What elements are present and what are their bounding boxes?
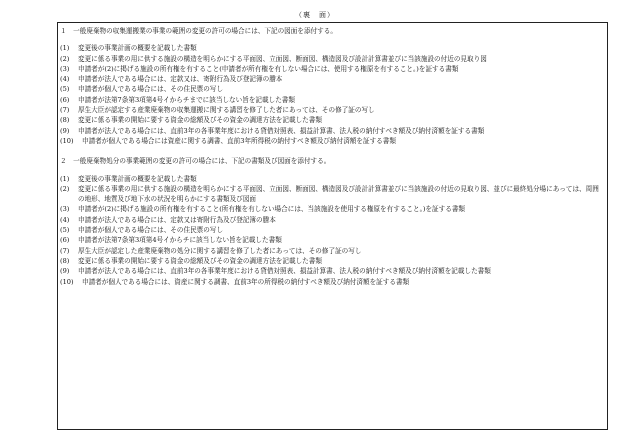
item-text: 申請者が法人である場合には、定款又は寄附行為及び登記簿の謄本 [78,215,276,224]
item-text: 変更後の事業計画の概要を記載した書類 [78,174,197,183]
list-item [60,43,605,53]
item-number: (4) [60,215,70,224]
list-item [60,54,605,64]
item-number: (1) [60,174,70,183]
item-number: (4) [60,75,70,84]
item-number: (6) [60,95,70,104]
item-text: 申請者が法人である場合には、直前3年の各事業年度における貸借対照表、損益計算書、法人税の納付すべき額及び納付済額を証する書類 [78,126,485,135]
item-number: (2) [60,54,70,63]
section-2-list [60,174,605,287]
list-item [60,225,605,235]
item-number: (7) [60,106,70,115]
item-text: 申請者が法第7条第3項第4号イからチに該当しない旨を記載した書類 [78,236,282,245]
item-number: (7) [60,246,70,255]
list-item [60,246,605,256]
item-text: 変更に係る事業の用に供する施設の構造を明らかにする平面図、立面図、断面図、構造図及び設計計算書並びに当該施設の付近の見取り図 [78,54,487,63]
item-text: 変更に係る事業の開始に要する資金の総額及びその資金の調達方法を記載した書類 [78,116,322,125]
item-text: 申請者が個人である場合には資産に関する調書、直前3年所得税の納付すべき額及び納付済額を証する書類 [82,136,396,145]
section-1-title: １ 一般廃棄物の収集運搬業の事業の範囲の変更の許可の場合には、下記の図面を添付する。 [60,27,337,35]
item-number: (9) [60,126,70,135]
list-item [60,105,605,115]
list-item [60,115,605,125]
item-number: (8) [60,116,70,125]
item-number: (3) [60,64,70,73]
list-item [60,95,605,105]
list-item [60,174,605,184]
list-item [60,235,605,245]
item-number: (8) [60,256,70,265]
list-item [60,266,605,276]
item-number: (10) [60,136,74,145]
page-side-label: （裏 面） [295,11,335,19]
item-number: (9) [60,267,70,276]
item-number: (10) [60,277,74,286]
item-text: 申請者が個人である場合には、その住民票の写し [78,226,224,235]
list-item [60,126,605,136]
item-text: 変更に係る事業の用に供する施設の構造を明らかにする平面図、立面図、断面図、構造図及び設計計算書並びに当該施設の付近の見取り図、並びに最終処分場にあっては、周囲の地形、地質及び地下水の状況を明らかにする書類及び図面 [78,184,599,204]
item-text: 厚生大臣が認定した産業廃棄物の処分に関する講習を修了した者にあっては、その修了証の写し [78,246,362,255]
item-number: (5) [60,226,70,235]
item-text: 申請者が法人である場合には、定款又は、寄附行為及び登記簿の謄本 [78,75,283,84]
item-text: 申請者が(2)に掲げる施設の所有権を有すること(所有権を有しない場合には、当該施設を使用する権原を有すること。)を証する書類 [78,205,466,214]
item-number: (2) [60,184,70,193]
item-number: (1) [60,44,70,53]
item-text: 変更後の事業計画の概要を記載した書類 [78,44,197,53]
item-text: 申請者が(2)に掲げる施設の所有権を有すること(申請者が所有権を有しない場合には、使用する権原を有すること。)を証する書類 [78,64,459,73]
list-item [60,277,605,287]
list-item [60,84,605,94]
item-text: 厚生大臣が認定する産業廃棄物の収集運搬に関する講習を修了した者にあっては、その修了証の写し [78,106,375,115]
item-text: 申請者が個人である場合には、その住民票の写し [78,85,224,94]
item-number: (6) [60,236,70,245]
item-text: 申請者が法第7条第3項第4号イからチまでに該当しない旨を記載した書類 [78,95,295,104]
item-text: 申請者が法人である場合には、直前3年の各事業年度における貸借対照表、損益計算書、法人税の納付すべき額及び納付済額を記載した書類 [78,267,491,276]
document-content [60,26,605,287]
list-item [60,215,605,225]
item-text: 申請者が個人である場合には、資産に関する調書、直前3年の所得税の納付すべき額及び納付済額を証する書類 [82,277,410,286]
list-item [60,184,605,205]
list-item [60,256,605,266]
item-text: 変更に係る事業の開始に要する資金の総額及びその資金の調達方法を記載した書類 [78,256,322,265]
list-item [60,136,605,146]
section-1-list [60,43,605,146]
list-item [60,204,605,214]
item-number: (5) [60,85,70,94]
list-item [60,74,605,84]
item-number: (3) [60,205,70,214]
list-item [60,64,605,74]
section-2-title: ２ 一般廃棄物処分の事業範囲の変更の許可の場合には、下記の書類及び図面を添付する。 [60,157,331,166]
